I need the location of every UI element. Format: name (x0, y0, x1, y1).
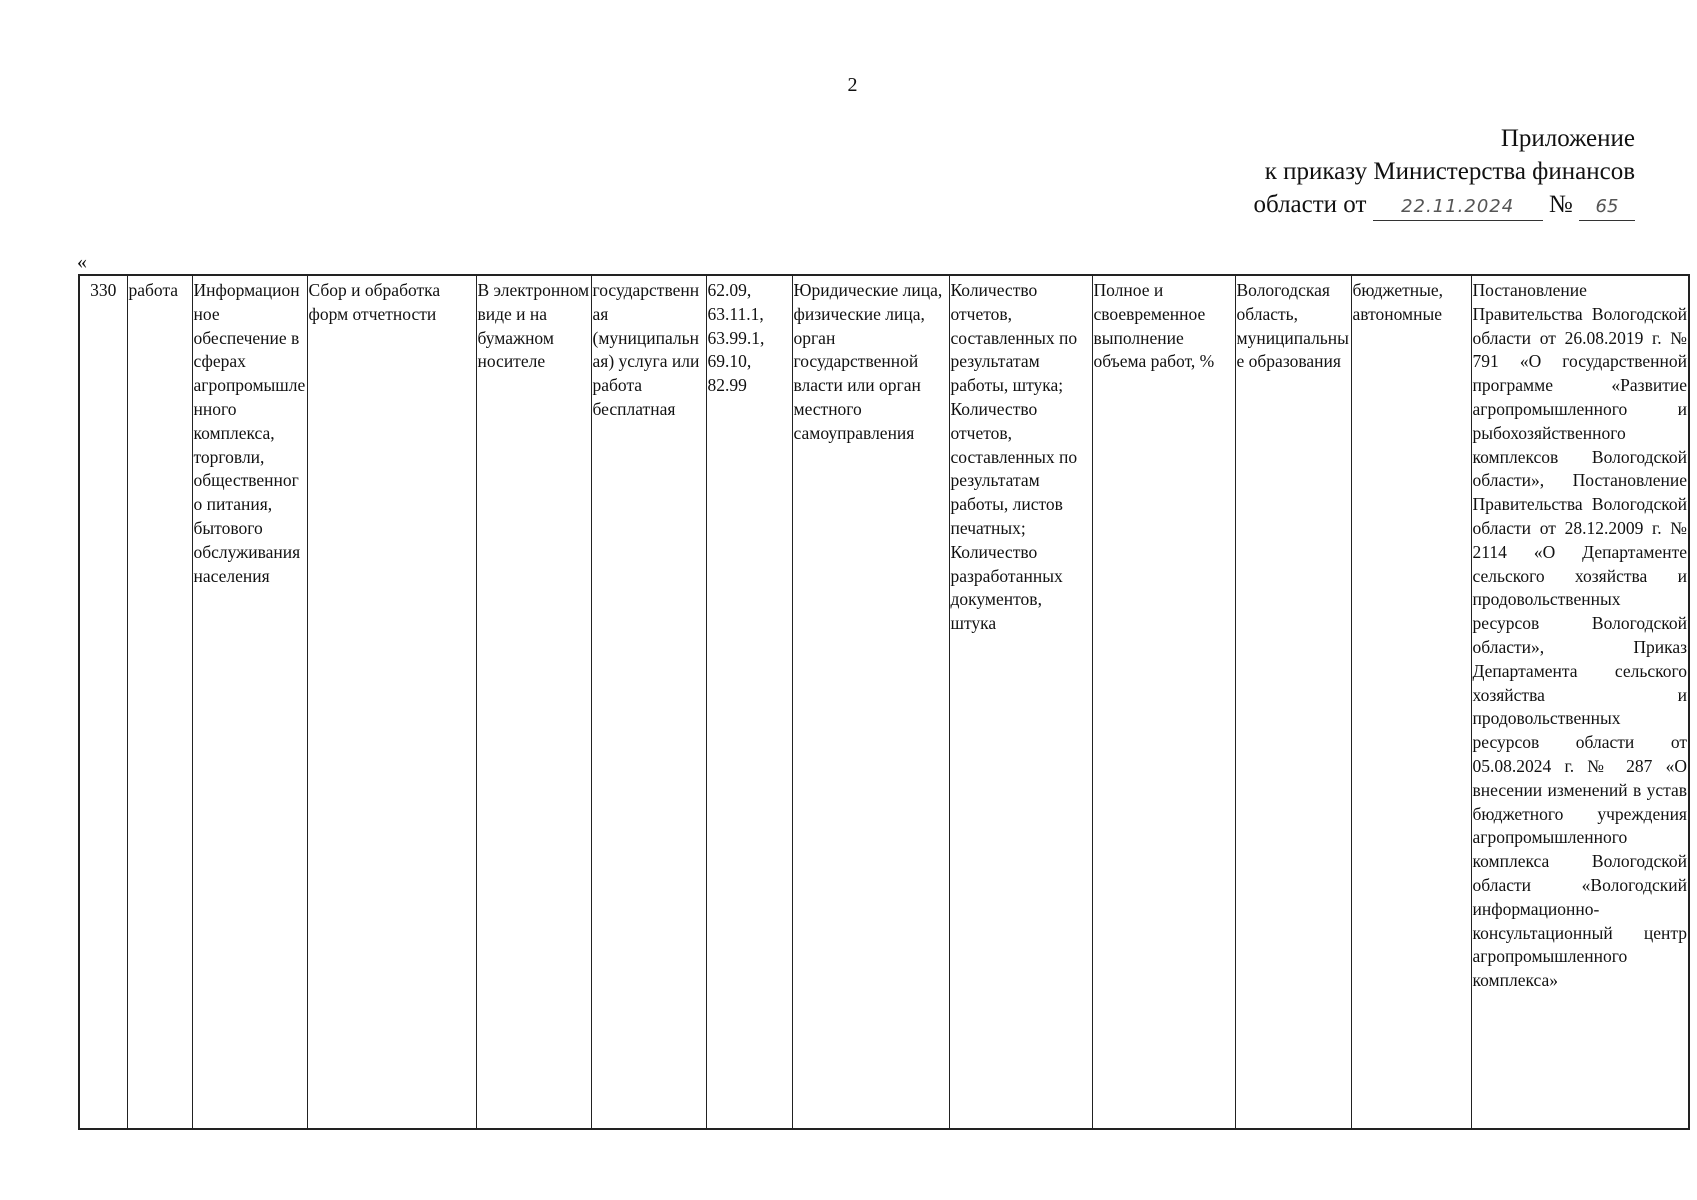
appendix-title: Приложение (1500, 125, 1635, 152)
page-number: 2 (847, 74, 858, 96)
appendix-order-reference: к приказу Министерства финансов (1264, 158, 1635, 185)
registry-table (78, 274, 1690, 1130)
cell-conditions: В электронном виде и на бумажном носителе (476, 275, 591, 1129)
cell-content: Сбор и обработка форм отчетности (307, 275, 476, 1129)
cell-legal-basis: Постановление Правительства Вологодской области от 26.08.2019 г. № 791 «О государственной программе «Развитие агропромышленного и рыбохозяйственного комплексов Вологодской области», Постановление Правительства Вологодской области от 28.12.2009 г. № 2114 «О Департаменте сельского хозяйства и продовольственных ресурсов Вологодской области», Приказ Департамента сельского хозяйства и продовольственных ресурсов области от 05.08.2024 г. № 287 «О внесении изменений в устав бюджетного учреждения агропромышленного комплекса Вологодской области «Вологодский информационно-консультационный центр агропромышленного комплекса» (1471, 275, 1689, 1129)
appendix-date-line (1253, 188, 1635, 221)
opening-quote: « (77, 251, 87, 273)
cell-okved: 62.09, 63.11.1, 63.99.1, 69.10, 82.99 (706, 275, 792, 1129)
cell-service-kind: государственная (муниципальная) услуга или работа бесплатная (591, 275, 706, 1129)
cell-number: 330 (79, 275, 127, 1129)
cell-quality-indicators: Полное и своевременное выполнение объема работ, % (1092, 275, 1235, 1129)
cell-volume-indicators: Количество отчетов, составленных по результатам работы, штука; Количество отчетов, составленных по результатам работы, листов печатных; Количество разработанных документов, штука (949, 275, 1092, 1129)
cell-territory: Вологодская область, муниципальные образования (1235, 275, 1351, 1129)
cell-institution-types: бюджетные, автономные (1351, 275, 1471, 1129)
cell-name: Информационное обеспечение в сферах агропромышленного комплекса, торговли, общественного питания, бытового обслуживания населения (192, 275, 307, 1129)
appendix-date-prefix: области от (1253, 191, 1367, 218)
handwritten-number: 65 (1579, 194, 1635, 221)
handwritten-date: 22.11.2024 (1373, 194, 1543, 221)
number-label: № (1548, 191, 1573, 218)
cell-type: работа (127, 275, 192, 1129)
cell-consumers: Юридические лица, физические лица, орган государственной власти или орган местного самоуправления (792, 275, 949, 1129)
table-row (79, 275, 1689, 1129)
appendix-header (1253, 122, 1635, 221)
